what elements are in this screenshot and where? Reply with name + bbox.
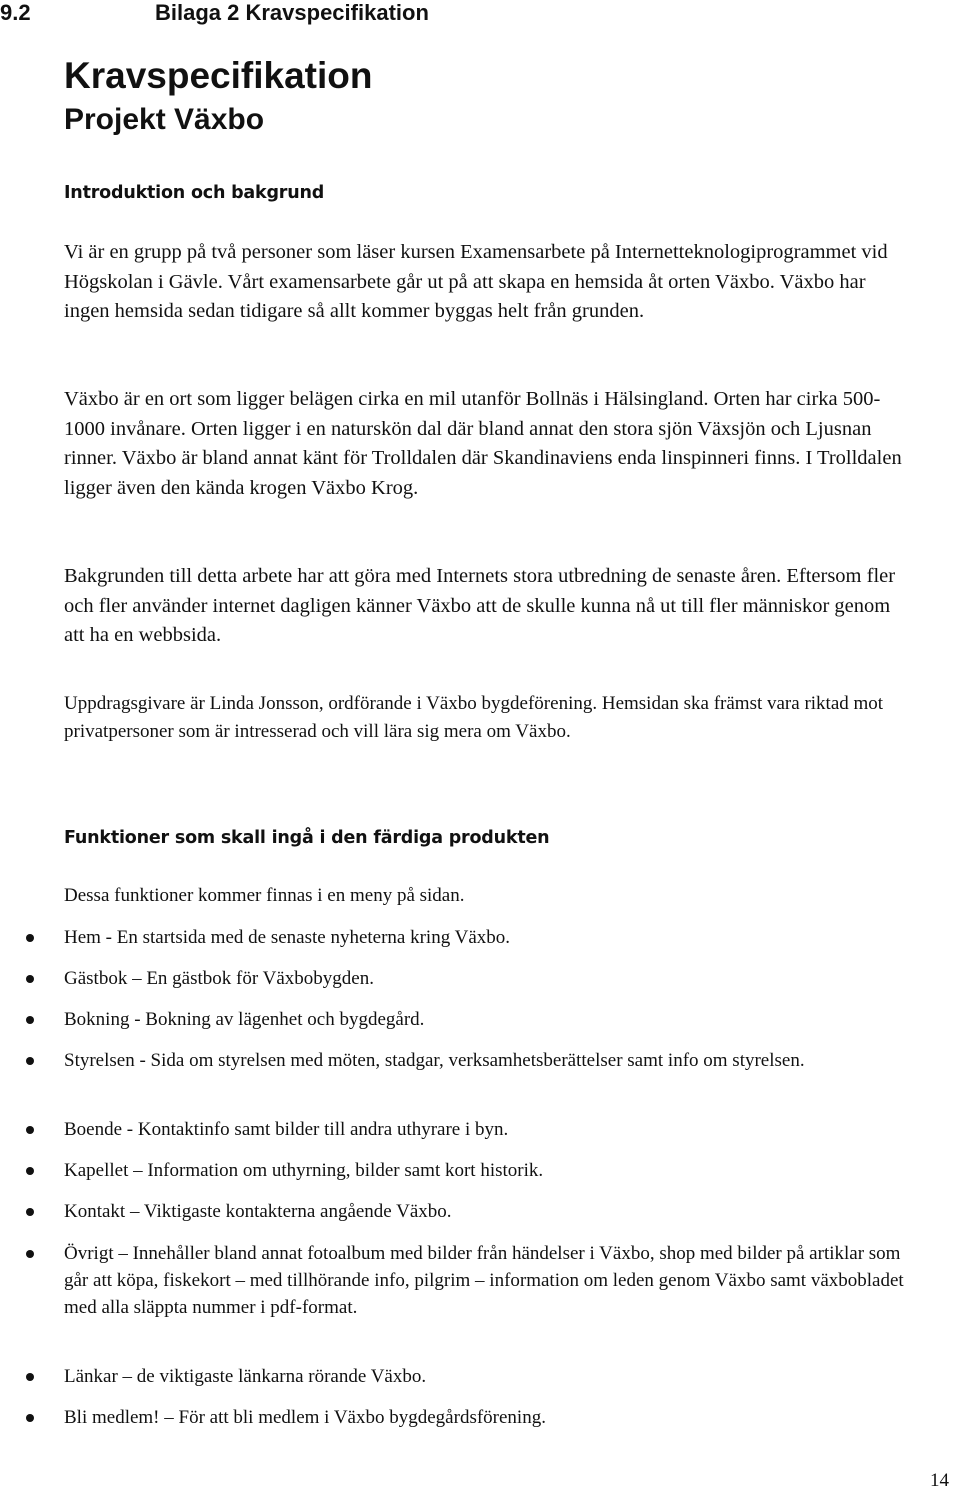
list-item xyxy=(64,1404,904,1431)
bullet-icon xyxy=(26,934,34,942)
list-item xyxy=(64,1116,904,1143)
bullet-icon xyxy=(26,1057,34,1065)
bullet-icon xyxy=(26,1373,34,1381)
functions-intro: Dessa funktioner kommer finnas i en meny på sidan. xyxy=(64,885,465,906)
list-item xyxy=(64,1047,904,1074)
list-item-text: Länkar – de viktigaste länkarna rörande Växbo. xyxy=(64,1366,427,1387)
document-title: Kravspecifikation xyxy=(64,55,373,96)
list-item-text: Hem - En startsida med de senaste nyheterna kring Växbo. xyxy=(64,927,511,948)
list-item xyxy=(64,1363,904,1390)
list-item-text: Boende - Kontaktinfo samt bilder till andra uthyrare i byn. xyxy=(64,1119,509,1140)
list-item xyxy=(64,1240,904,1321)
intro-paragraph-3: Bakgrunden till detta arbete har att göra med Internets stora utbredning de senaste åren. Eftersom fler och fler använder internet dagligen känner Växbo att de skulle kunna nå ut till fler människor genom att ha en webbsida. xyxy=(64,565,896,646)
section-heading xyxy=(0,0,960,26)
list-item xyxy=(64,965,904,992)
intro-paragraph-2: Växbo är en ort som ligger belägen cirka en mil utanför Bollnäs i Hälsingland. Orten har cirka 500-1000 invånare. Orten ligger i en naturskön dal där bland annat den stora sjön Växsjön och Ljusnan rinner. Växbo är bland annat känt för Trolldalen där Skandinaviens enda linspinneri finns. I Trolldalen ligger även den kända krogen Växbo Krog. xyxy=(64,388,902,499)
bullet-icon xyxy=(26,975,34,983)
list-item-text: Gästbok – En gästbok för Växbobygden. xyxy=(64,968,374,989)
section-number: 9.2 xyxy=(0,0,31,25)
list-item-text: Övrigt – Innehåller bland annat fotoalbum med bilder från händelser i Växbo, shop med bilder på artiklar som går att köpa, fiskekort – med tillhörande info, pilgrim – information om leden genom Växbo samt växbobladet med alla släppta nummer i pdf-format. xyxy=(64,1243,904,1318)
list-item xyxy=(64,1006,904,1033)
list-item xyxy=(64,1198,904,1225)
list-item xyxy=(64,924,904,951)
list-item-text: Kontakt – Viktigaste kontakterna angående Växbo. xyxy=(64,1201,452,1222)
page-number: 14 xyxy=(930,1470,949,1491)
list-item-text: Kapellet – Information om uthyrning, bilder samt kort historik. xyxy=(64,1160,544,1181)
bullet-icon xyxy=(26,1208,34,1216)
bullet-icon xyxy=(26,1167,34,1175)
functions-heading: Funktioner som skall ingå i den färdiga produkten xyxy=(64,828,550,848)
bullet-icon xyxy=(26,1126,34,1134)
list-item xyxy=(64,1157,904,1184)
section-title: Bilaga 2 Kravspecifikation xyxy=(155,0,429,25)
intro-paragraph-1: Vi är en grupp på två personer som läser kursen Examensarbete på Internetteknologiprogrammet vid Högskolan i Gävle. Vårt examensarbete går ut på att skapa en hemsida åt orten Växbo. Växbo har ingen hemsida sedan tidigare så allt kommer byggas helt från grunden. xyxy=(64,241,888,322)
bullet-icon xyxy=(26,1016,34,1024)
document-subtitle: Projekt Växbo xyxy=(64,103,265,136)
bullet-icon xyxy=(26,1250,34,1258)
intro-paragraph-4: Uppdragsgivare är Linda Jonsson, ordförande i Växbo bygdeförening. Hemsidan ska främst vara riktad mot privatpersoner som är intresserad och vill lära sig mera om Växbo. xyxy=(64,693,884,742)
list-item-text: Bli medlem! – För att bli medlem i Växbo bygdegårdsförening. xyxy=(64,1407,546,1428)
bullet-icon xyxy=(26,1414,34,1422)
intro-heading: Introduktion och bakgrund xyxy=(64,183,325,203)
list-item-text: Styrelsen - Sida om styrelsen med möten, stadgar, verksamhetsberättelser samt info om styrelsen. xyxy=(64,1050,805,1071)
list-item-text: Bokning - Bokning av lägenhet och bygdegård. xyxy=(64,1009,425,1030)
